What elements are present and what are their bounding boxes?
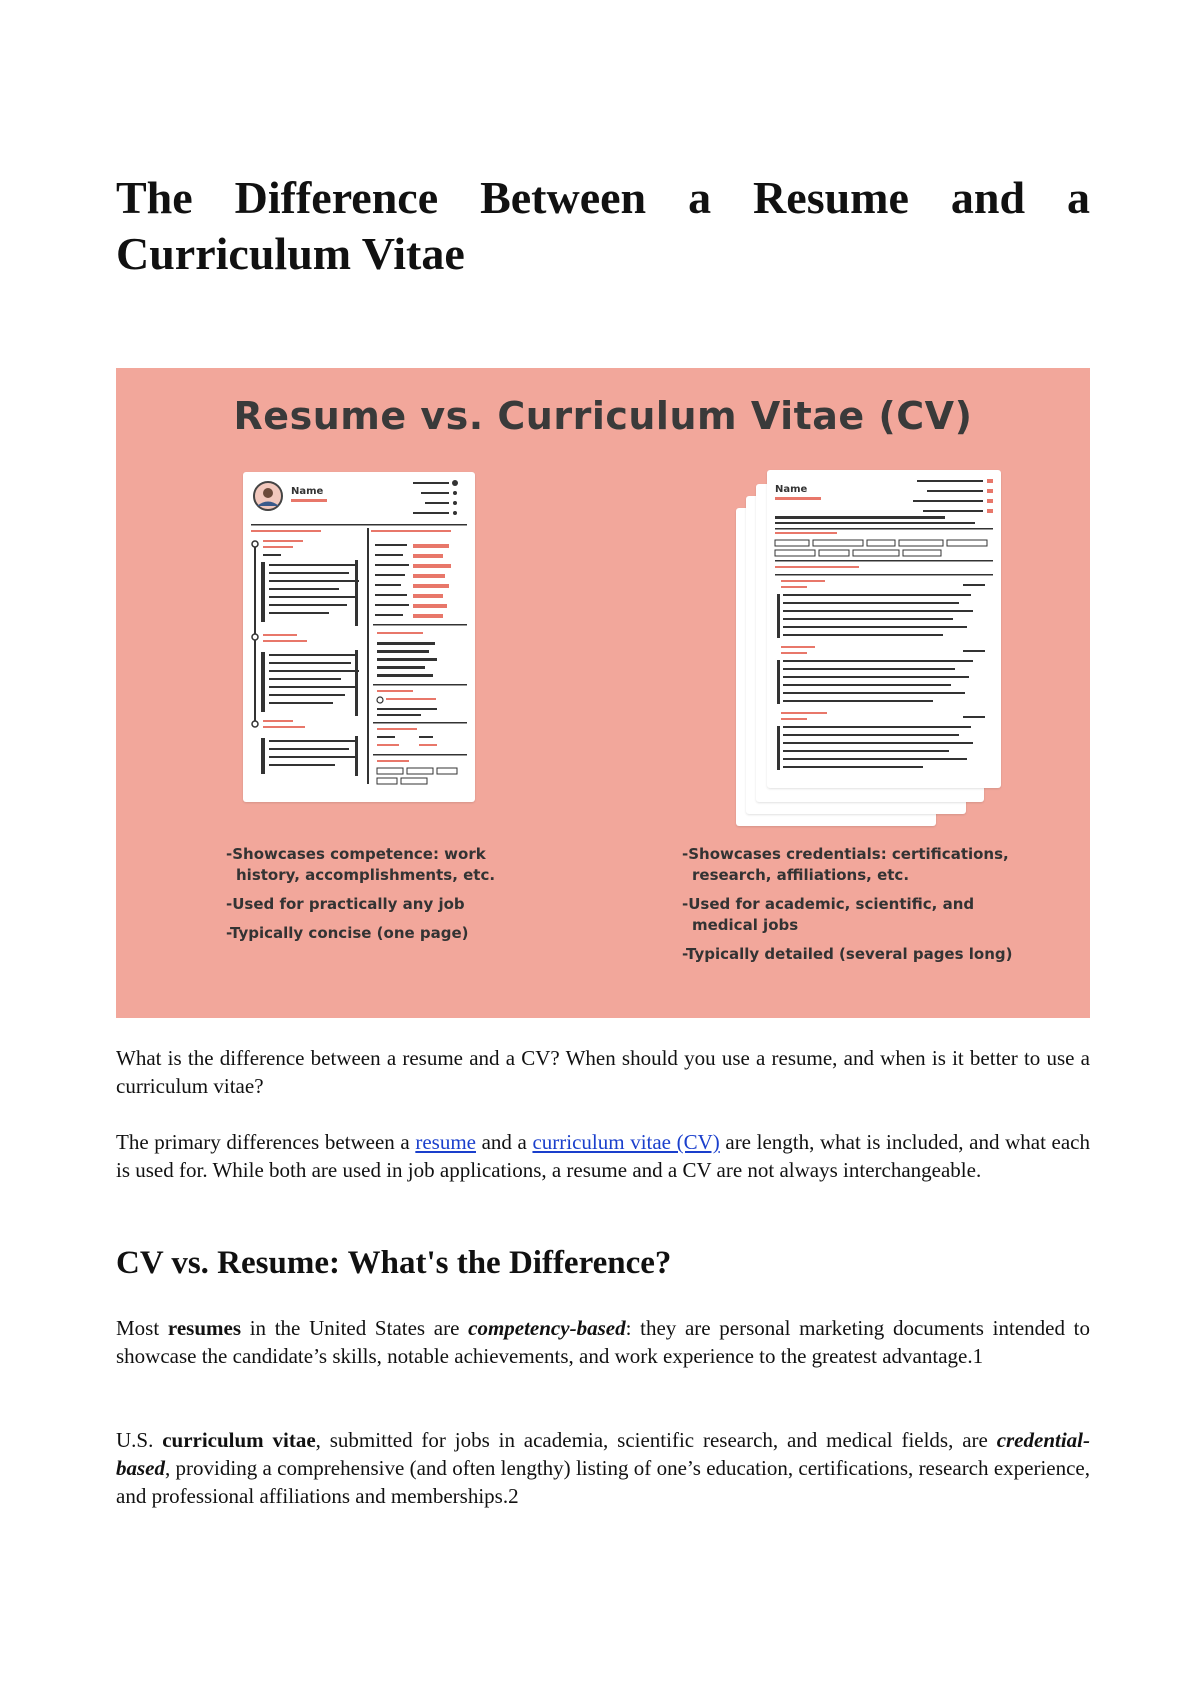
- resume-point-2: -Used for practically any job: [226, 895, 465, 913]
- cv-mockup: [767, 470, 1001, 788]
- page-title: The Difference Between a Resume and a Curriculum Vitae: [116, 172, 1090, 279]
- cv-mockup-art: [767, 470, 1001, 788]
- section-heading: CV vs. Resume: What's the Difference?: [116, 1245, 672, 1281]
- cv-point-1: -Showcases credentials: certifications, research, affiliations, etc.: [682, 845, 1009, 884]
- resume-vs-cv-infographic: [116, 368, 1090, 1018]
- cv-point-2: -Used for academic, scientific, and medical jobs: [682, 895, 975, 934]
- intro-paragraph: What is the difference between a resume and a CV? When should you use a resume, and when is it better to use a curriculum vitae?: [116, 1046, 1090, 1098]
- curriculum-vitae-link[interactable]: curriculum vitae (CV): [532, 1130, 720, 1154]
- resume-link[interactable]: resume: [415, 1130, 476, 1154]
- cv-point-3: -Typically detailed (several pages long): [682, 945, 1013, 963]
- resume-point-1: -Showcases competence: work history, accomplishments, etc.: [226, 845, 496, 884]
- cv-definition-paragraph: U.S. curriculum vitae, submitted for jobs in academia, scientific research, and medical fields, are credential-based, providing a comprehensive (and often lengthy) listing of one’s education, certifications, research experience, and professional affiliations and memberships.2: [116, 1428, 1090, 1508]
- resume-mockup-art: [243, 472, 475, 802]
- cv-points: [682, 844, 1082, 973]
- infographic-title: Resume vs. Curriculum Vitae (CV): [233, 394, 973, 438]
- resume-points: [226, 844, 566, 952]
- resume-definition-paragraph: Most resumes in the United States are competency-based: they are personal marketing documents intended to showcase the candidate’s skills, notable achievements, and work experience to the greatest advantage.1: [116, 1316, 1090, 1368]
- resume-name-label: Name: [291, 486, 324, 497]
- cv-name-label: Name: [775, 484, 808, 495]
- resume-mockup: [243, 472, 475, 802]
- differences-paragraph: The primary differences between a resume and a curriculum vitae (CV) are length, what is included, and what each is used for. While both are used in job applications, a resume and a CV are not always interchangeable.: [116, 1130, 1090, 1182]
- resume-point-3: -Typically concise (one page): [226, 924, 469, 942]
